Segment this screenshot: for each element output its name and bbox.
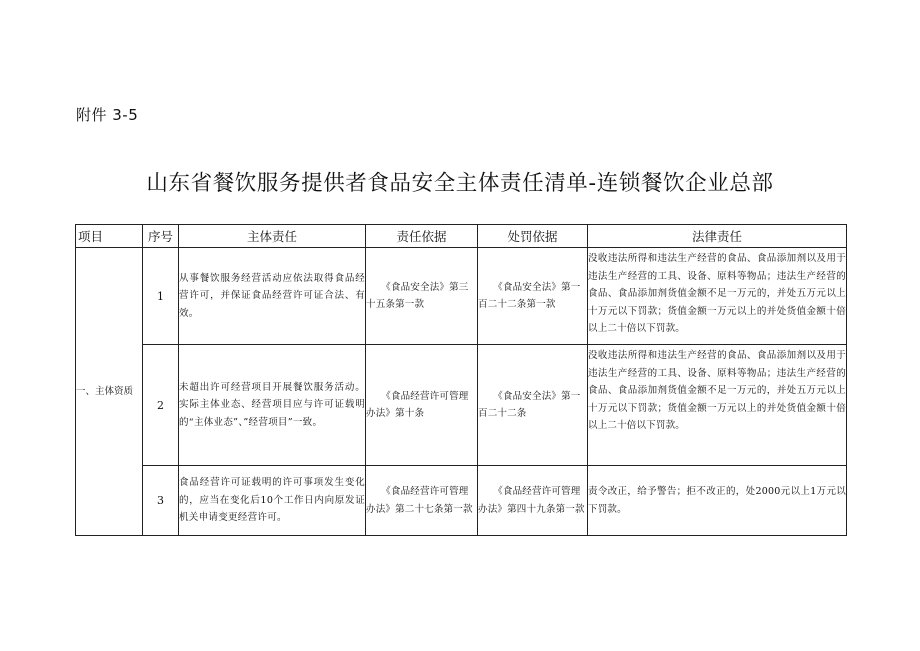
header-responsibility: 主体责任 bbox=[179, 225, 366, 248]
table-header-row bbox=[76, 225, 847, 248]
responsibility-table bbox=[75, 224, 847, 536]
row-legal-liability: 没收违法所得和违法生产经营的食品、食品添加剂以及用于违法生产经营的工具、设备、原料等物品；违法生产经营的食品、食品添加剂货值金额不足一万元的，并处五万元以上十万元以下罚款；货值金额一万元以上的并处货值金额十倍以上二十倍以下罚款。 bbox=[588, 248, 847, 345]
row-seq: 1 bbox=[143, 248, 179, 345]
row-basis: 《食品安全法》第三十五条第一款 bbox=[366, 248, 478, 345]
row-responsibility: 未超出许可经营项目开展餐饮服务活动。实际主体业态、经营项目应与许可证载明的“主体业态”、”经营项目”一致。 bbox=[179, 345, 366, 466]
header-category: 项目 bbox=[76, 225, 143, 248]
category-cell: 一、主体资质 bbox=[76, 248, 143, 536]
row-responsibility: 从事餐饮服务经营活动应依法取得食品经营许可，并保证食品经营许可证合法、有效。 bbox=[179, 248, 366, 345]
row-seq: 3 bbox=[143, 466, 179, 536]
row-responsibility: 食品经营许可证载明的许可事项发生变化的，应当在变化后10个工作日内向原发证机关申请变更经营许可。 bbox=[179, 466, 366, 536]
row-basis: 《食品经营许可管理办法》第十条 bbox=[366, 345, 478, 466]
attachment-label: 附件 3-5 bbox=[76, 106, 139, 124]
header-seq: 序号 bbox=[143, 225, 179, 248]
row-penalty-basis: 《食品经营许可管理办法》第四十九条第一款 bbox=[478, 466, 588, 536]
row-legal-liability: 责令改正，给予警告；拒不改正的，处2000元以上1万元以下罚款。 bbox=[588, 466, 847, 536]
row-seq: 2 bbox=[143, 345, 179, 466]
header-basis: 责任依据 bbox=[366, 225, 478, 248]
row-penalty-basis: 《食品安全法》第一百二十二条第一款 bbox=[478, 248, 588, 345]
header-penalty-basis: 处罚依据 bbox=[478, 225, 588, 248]
header-legal-liability: 法律责任 bbox=[588, 225, 847, 248]
row-legal-liability: 没收违法所得和违法生产经营的食品、食品添加剂以及用于违法生产经营的工具、设备、原料等物品；违法生产经营的食品、食品添加剂货值金额不足一万元的，并处五万元以上十万元以下罚款；货值金额一万元以上的并处货值金额十倍以上二十倍以下罚款。 bbox=[588, 345, 847, 466]
table-row bbox=[76, 345, 847, 466]
row-penalty-basis: 《食品安全法》第一百二十二条 bbox=[478, 345, 588, 466]
table-row bbox=[76, 248, 847, 345]
row-basis: 《食品经营许可管理办法》第二十七条第一款 bbox=[366, 466, 478, 536]
document-title: 山东省餐饮服务提供者食品安全主体责任清单-连锁餐饮企业总部 bbox=[146, 171, 774, 196]
table-row bbox=[76, 466, 847, 536]
